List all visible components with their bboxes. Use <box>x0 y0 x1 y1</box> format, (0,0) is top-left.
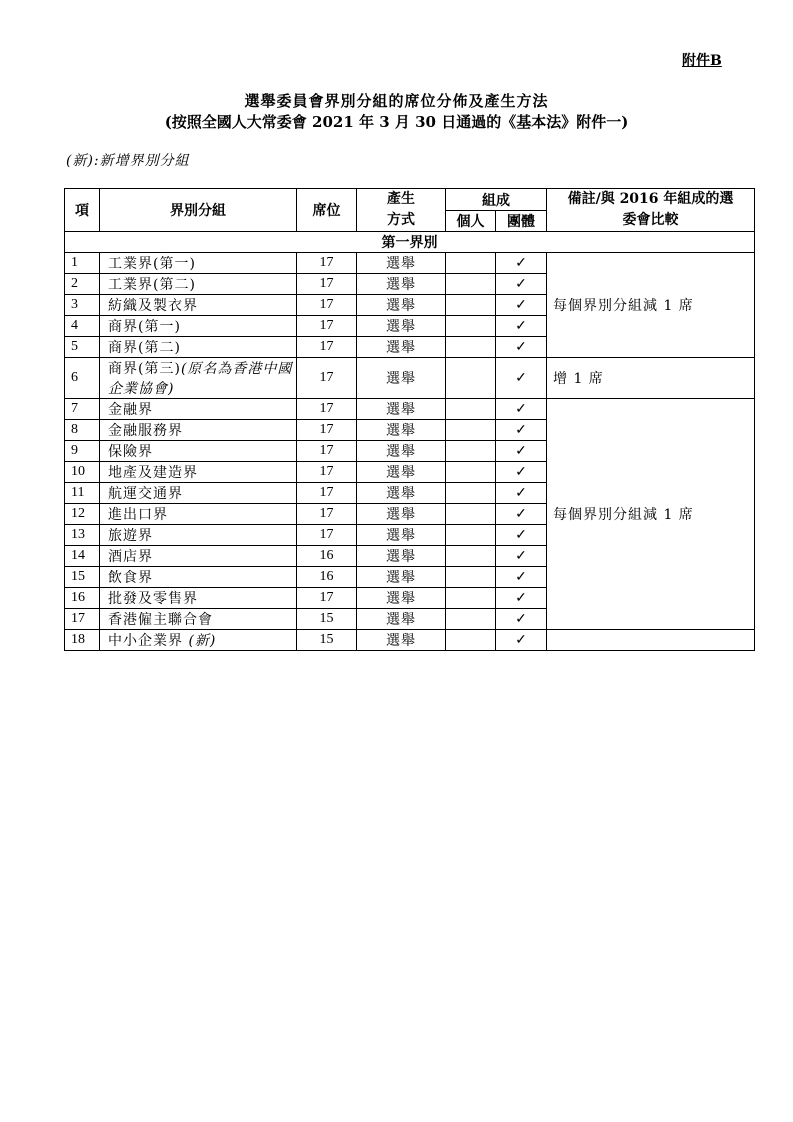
row-subsector: 金融服務界 <box>100 420 297 441</box>
row-seats: 17 <box>297 462 357 483</box>
legend-note: (新):新增界別分組 <box>66 153 190 169</box>
row-method: 選舉 <box>357 609 446 630</box>
row-method: 選舉 <box>357 253 446 274</box>
row-method: 選舉 <box>357 588 446 609</box>
table-row <box>65 358 755 399</box>
row-method: 選舉 <box>357 567 446 588</box>
header-remarks-line2: 委會比較 <box>622 212 679 228</box>
document-subtitle: (按照全國人大常委會 2021 年 3 月 30 日通過的《基本法》附件一) <box>164 113 629 131</box>
row-body-check: ✓ <box>496 420 547 441</box>
seat-distribution-table <box>64 188 755 651</box>
row-no: 1 <box>65 253 100 274</box>
header-no: 項 <box>65 189 100 232</box>
row-no: 4 <box>65 316 100 337</box>
row-method: 選舉 <box>357 630 446 651</box>
row-subsector: 批發及零售界 <box>100 588 297 609</box>
row-body-check: ✓ <box>496 630 547 651</box>
row-no: 11 <box>65 483 100 504</box>
row-subsector: 商界(第一) <box>100 316 297 337</box>
row-body-check: ✓ <box>496 504 547 525</box>
row-individual <box>446 420 496 441</box>
row-seats: 17 <box>297 253 357 274</box>
row-individual <box>446 358 496 399</box>
row-seats: 17 <box>297 274 357 295</box>
row-subsector: 金融界 <box>100 399 297 420</box>
row-body-check: ✓ <box>496 462 547 483</box>
row-seats: 17 <box>297 441 357 462</box>
row-individual <box>446 609 496 630</box>
row-subsector <box>100 358 297 399</box>
row-method: 選舉 <box>357 483 446 504</box>
row-subsector-note: (原名為香港中國企業協會) <box>108 361 293 397</box>
row-body-check: ✓ <box>496 253 547 274</box>
row-subsector: 酒店界 <box>100 546 297 567</box>
row-seats: 15 <box>297 609 357 630</box>
row-subsector: 商界(第二) <box>100 337 297 358</box>
row-individual <box>446 567 496 588</box>
row-individual <box>446 546 496 567</box>
row-method: 選舉 <box>357 295 446 316</box>
row-method: 選舉 <box>357 546 446 567</box>
row-no: 15 <box>65 567 100 588</box>
row-no: 5 <box>65 337 100 358</box>
row-subsector: 香港僱主聯合會 <box>100 609 297 630</box>
row-method: 選舉 <box>357 358 446 399</box>
row-method: 選舉 <box>357 337 446 358</box>
row-subsector <box>100 630 297 651</box>
remarks-group-1-5: 每個界別分組減 1 席 <box>547 253 755 358</box>
row-subsector: 航運交通界 <box>100 483 297 504</box>
row-subsector: 進出口界 <box>100 504 297 525</box>
row-seats: 17 <box>297 504 357 525</box>
row-no: 18 <box>65 630 100 651</box>
row-subsector: 地產及建造界 <box>100 462 297 483</box>
row-method: 選舉 <box>357 420 446 441</box>
row-seats: 17 <box>297 525 357 546</box>
header-body: 團體 <box>496 211 547 232</box>
row-body-check: ✓ <box>496 609 547 630</box>
row-seats: 17 <box>297 295 357 316</box>
row-body-check: ✓ <box>496 274 547 295</box>
row-body-check: ✓ <box>496 588 547 609</box>
header-remarks <box>547 189 755 232</box>
row-body-check: ✓ <box>496 358 547 399</box>
header-seats: 席位 <box>297 189 357 232</box>
row-seats: 17 <box>297 420 357 441</box>
row-subsector: 工業界(第二) <box>100 274 297 295</box>
row-individual <box>446 295 496 316</box>
header-method-line2: 方式 <box>387 212 415 228</box>
row-subsector-name: 中小企業界 <box>108 633 183 649</box>
row-individual <box>446 525 496 546</box>
row-body-check: ✓ <box>496 483 547 504</box>
row-body-check: ✓ <box>496 337 547 358</box>
row-seats: 17 <box>297 337 357 358</box>
row-subsector: 保險界 <box>100 441 297 462</box>
row-individual <box>446 399 496 420</box>
row-no: 7 <box>65 399 100 420</box>
row-method: 選舉 <box>357 525 446 546</box>
header-individual: 個人 <box>446 211 496 232</box>
row-subsector-name: 商界(第三) <box>108 361 181 377</box>
row-body-check: ✓ <box>496 525 547 546</box>
row-body-check: ✓ <box>496 295 547 316</box>
row-subsector: 飲食界 <box>100 567 297 588</box>
header-method <box>357 189 446 232</box>
table-row <box>65 253 755 274</box>
row-no: 16 <box>65 588 100 609</box>
row-subsector-note: (新) <box>188 633 217 649</box>
row-individual <box>446 253 496 274</box>
row-seats: 15 <box>297 630 357 651</box>
row-method: 選舉 <box>357 274 446 295</box>
row-no: 12 <box>65 504 100 525</box>
header-subsector: 界別分組 <box>100 189 297 232</box>
row-no: 9 <box>65 441 100 462</box>
row-body-check: ✓ <box>496 399 547 420</box>
row-body-check: ✓ <box>496 316 547 337</box>
annex-label: 附件B <box>682 53 722 69</box>
remarks-row-18 <box>547 630 755 651</box>
row-no: 13 <box>65 525 100 546</box>
row-no: 14 <box>65 546 100 567</box>
row-seats: 17 <box>297 399 357 420</box>
row-body-check: ✓ <box>496 441 547 462</box>
row-seats: 17 <box>297 316 357 337</box>
row-individual <box>446 462 496 483</box>
row-no: 3 <box>65 295 100 316</box>
row-no: 17 <box>65 609 100 630</box>
row-method: 選舉 <box>357 462 446 483</box>
row-individual <box>446 274 496 295</box>
row-seats: 17 <box>297 358 357 399</box>
table-row <box>65 630 755 651</box>
header-composition: 組成 <box>446 189 547 211</box>
row-method: 選舉 <box>357 441 446 462</box>
row-no: 8 <box>65 420 100 441</box>
table-row <box>65 399 755 420</box>
row-body-check: ✓ <box>496 567 547 588</box>
remarks-row-6: 增 1 席 <box>547 358 755 399</box>
row-individual <box>446 316 496 337</box>
row-no: 10 <box>65 462 100 483</box>
row-subsector: 旅遊界 <box>100 525 297 546</box>
row-no: 2 <box>65 274 100 295</box>
row-subsector: 紡織及製衣界 <box>100 295 297 316</box>
row-method: 選舉 <box>357 316 446 337</box>
row-method: 選舉 <box>357 504 446 525</box>
header-remarks-line1: 備註/與 2016 年組成的選 <box>567 191 734 207</box>
header-method-line1: 產生 <box>387 191 415 207</box>
row-individual <box>446 504 496 525</box>
row-subsector: 工業界(第一) <box>100 253 297 274</box>
row-individual <box>446 337 496 358</box>
document-title: 選舉委員會界別分組的席位分佈及產生方法 <box>244 92 549 110</box>
row-individual <box>446 588 496 609</box>
remarks-group-7-17: 每個界別分組減 1 席 <box>547 399 755 630</box>
section-title: 第一界別 <box>65 232 755 253</box>
row-no: 6 <box>65 358 100 399</box>
row-body-check: ✓ <box>496 546 547 567</box>
row-individual <box>446 483 496 504</box>
row-individual <box>446 630 496 651</box>
row-method: 選舉 <box>357 399 446 420</box>
row-seats: 16 <box>297 567 357 588</box>
row-seats: 16 <box>297 546 357 567</box>
row-individual <box>446 441 496 462</box>
row-seats: 17 <box>297 483 357 504</box>
row-seats: 17 <box>297 588 357 609</box>
